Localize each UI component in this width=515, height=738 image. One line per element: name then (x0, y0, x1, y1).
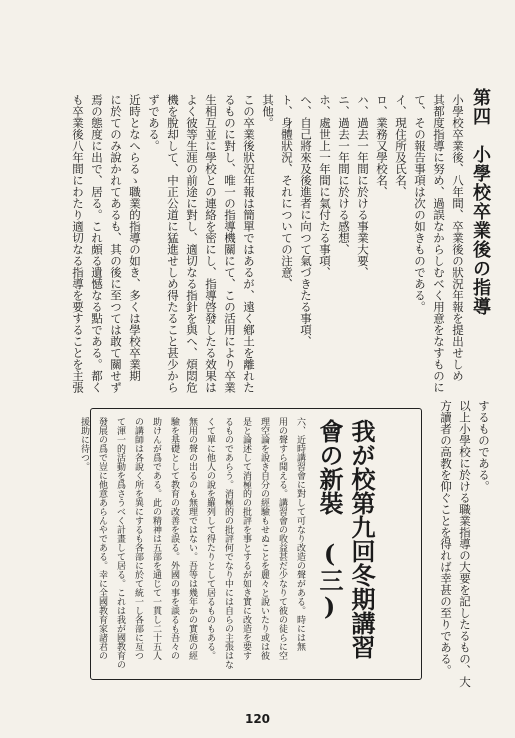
text-line: 近時となへらるゝ職業的指導の如き、多くは學校卒業期 (128, 94, 142, 382)
section-heading: 第四 小學校卒業後の指導 (470, 88, 491, 316)
text-line: 用の聲すら聞える。講習會の收益甚だ少なりて彼の徒らに空 (277, 417, 287, 660)
main-text-upper (68, 94, 467, 393)
text-line: に於てのみ說かれてあるも、其の後に至つては敢て關せず (109, 94, 123, 393)
text-line: も卒業後八年間にわたり適切なる指導を要することを主張 (71, 94, 85, 393)
text-line: 以上小學校に於ける職業指導の大要を記したるもの、大 (458, 400, 472, 688)
text-line: イ、現住所及氏名、 (394, 94, 408, 198)
text-line: て渾一的活動を爲さうべく計畫して居る。これは我が國教育の (115, 417, 125, 669)
text-line: て、その報告事項は次の如きものである。 (413, 94, 427, 313)
text-line: 其都度指導に努め、過誤なからしむべく用意をなすものに (432, 94, 446, 393)
text-line: ホ、處世上一年間に氣付たる事項、 (318, 94, 332, 278)
announcement-title (313, 419, 377, 659)
text-line: ニ、過去一年間に於ける感想、 (337, 94, 351, 255)
text-line: 無用の聲の出るのも無理ではない。吾等は幾年かの實施の經 (187, 417, 197, 660)
text-line: 其他。 (261, 94, 275, 129)
text-line: るものであらう。消極的の批評何でなり中には自らの主張はな (223, 417, 233, 669)
text-line: 助けんが爲である。此の精神は五部を通じて一貫し二十五人 (151, 417, 161, 660)
announcement-box (79, 408, 422, 680)
text-line: ハ、過去一年間に於ける事業大要、 (356, 94, 370, 278)
text-line: 理空論を說き自分の經驗もせぬことを麗々と說いたり或は彼 (259, 417, 269, 660)
text-line: 驗を基礎として教育の改善を誤る。外國の事を談るも吾々の (169, 417, 179, 660)
title-line: 我が校第九回冬期講習 (347, 419, 376, 659)
text-line: ヘ、自己將來及後進者に向つて氣づきたる事項、 (299, 94, 313, 347)
text-line: 六、近時講習會に對して可なり改造の聲がある。時には無 (295, 417, 305, 651)
text-line: 方讀者の高教を仰ぐことを得れば幸甚の至りである。 (439, 400, 453, 676)
title-line: 會の新裝 (三) (315, 419, 344, 621)
text-line: 小學校卒業後、八年間、卒業後の狀況年報を提出せしめ (451, 94, 465, 382)
text-line: 發展の爲で豈に他意あらんやである。幸に全國教育家諸君の (97, 417, 107, 660)
text-line: 是と論述して消極的の批評を事とするが如き實に改造を要す (241, 417, 251, 660)
text-line: 焉の態度に出で、居る。これ頗る遺憾なる點である。都く (90, 94, 104, 393)
text-line: ロ、業務又學校名、 (375, 94, 389, 198)
text-line: くて單に他人の說を羅列して得たりとして居るものもある。 (205, 417, 215, 660)
page-number: 120 (244, 712, 271, 726)
text-line: 援助に待つ。 (79, 417, 89, 471)
announcement-body (75, 417, 309, 667)
text-line: この卒業後狀況年報は簡單ではあるが、遠く鄕土を離れた (242, 94, 256, 393)
text-line: するものである。 (477, 400, 491, 492)
main-text-tail (436, 400, 493, 700)
text-line: 生相互並に學校との連絡を密にし、指導啓發したる效果は (204, 94, 218, 393)
text-line: ト、身體狀況、それについての注意、 (280, 94, 294, 290)
text-line: るものに對し、唯一の指導機關にて、この活用により卒業 (223, 94, 237, 393)
text-line: ずである。 (147, 94, 161, 152)
text-line: の講師は各說く所を異にするも各部に於て統一し各部に亙つ (133, 417, 143, 660)
text-line: 機を脫却して、中正公道に猛進せしめ得たること甚少から (166, 94, 180, 393)
text-line: よく彼等生涯の前途に對し、適切なる指針を與へ、煩悶危 (185, 94, 199, 393)
